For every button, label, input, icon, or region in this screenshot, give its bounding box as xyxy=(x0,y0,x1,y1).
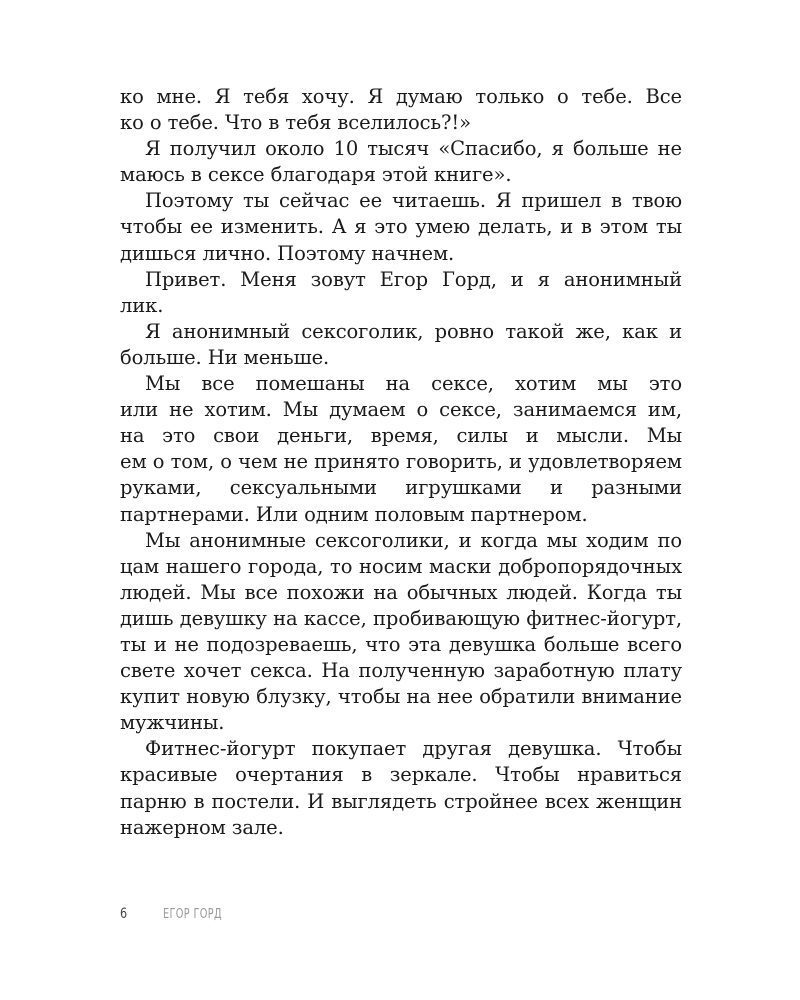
text-line: руками, сексуальными игрушками и разными xyxy=(120,476,682,500)
running-header-author: ЕГОР ГОРД xyxy=(162,906,222,922)
body-text xyxy=(120,84,682,841)
text-line: дишься лично. Поэтому начнем. xyxy=(120,241,455,265)
text-line: ем о том, о чем не принято говорить, и удовлетворяем xyxy=(120,450,682,474)
text-line: Фитнес-йогурт покупает другая девушка. Чтобы xyxy=(145,737,682,761)
text-line: Мы все помешаны на сексе, хотим мы это xyxy=(145,372,682,396)
page-footer xyxy=(120,906,245,922)
text-line: на это свои деньги, время, силы и мысли. Мы xyxy=(120,424,682,448)
text-line: парню в постели. И выглядеть стройнее всех женщин xyxy=(120,789,682,813)
text-line: или не хотим. Мы думаем о сексе, занимаемся им, xyxy=(120,398,682,422)
text-line: ко о тебе. Что в тебя вселилось?!» xyxy=(120,111,471,135)
text-line: ко мне. Я тебя хочу. Я думаю только о тебе. Все xyxy=(120,85,682,108)
text-line: маюсь в сексе благодаря этой книге». xyxy=(120,163,512,187)
text-line: Я получил около 10 тысяч «Спасибо, я больше не xyxy=(145,137,682,161)
text-line: купит новую блузку, чтобы на нее обратили внимание xyxy=(120,685,682,709)
text-line: Мы анонимные сексоголики, и когда мы ходим по xyxy=(145,528,682,552)
text-line: красивые очертания в зеркале. Чтобы нравиться xyxy=(120,763,682,787)
text-line: больше. Ни меньше. xyxy=(120,345,330,369)
text-line: партнерами. Или одним половым партнером. xyxy=(120,502,588,526)
text-line: ты и не подозреваешь, что эта девушка больше всего xyxy=(120,632,682,656)
text-line: свете хочет секса. На полученную заработную плату xyxy=(120,659,682,683)
text-line: цам нашего города, то носим маски добропорядочных xyxy=(120,554,682,578)
page-number: 6 xyxy=(120,906,128,922)
text-line: Поэтому ты сейчас ее читаешь. Я пришел в твою xyxy=(145,189,682,213)
text-line: мужчины. xyxy=(120,711,225,735)
text-line: Я анонимный сексоголик, ровно такой же, как и xyxy=(145,319,682,343)
text-line: дишь девушку на кассе, пробивающую фитнес-йогурт, xyxy=(120,606,682,630)
text-line: людей. Мы все похожи на обычных людей. Когда ты xyxy=(120,580,682,604)
text-line: чтобы ее изменить. А я это умею делать, и в этом ты xyxy=(120,215,682,239)
text-line: лик. xyxy=(120,293,164,317)
text-line: Привет. Меня зовут Егор Горд, и я анонимный xyxy=(145,267,682,291)
text-line: нажерном зале. xyxy=(120,815,284,839)
